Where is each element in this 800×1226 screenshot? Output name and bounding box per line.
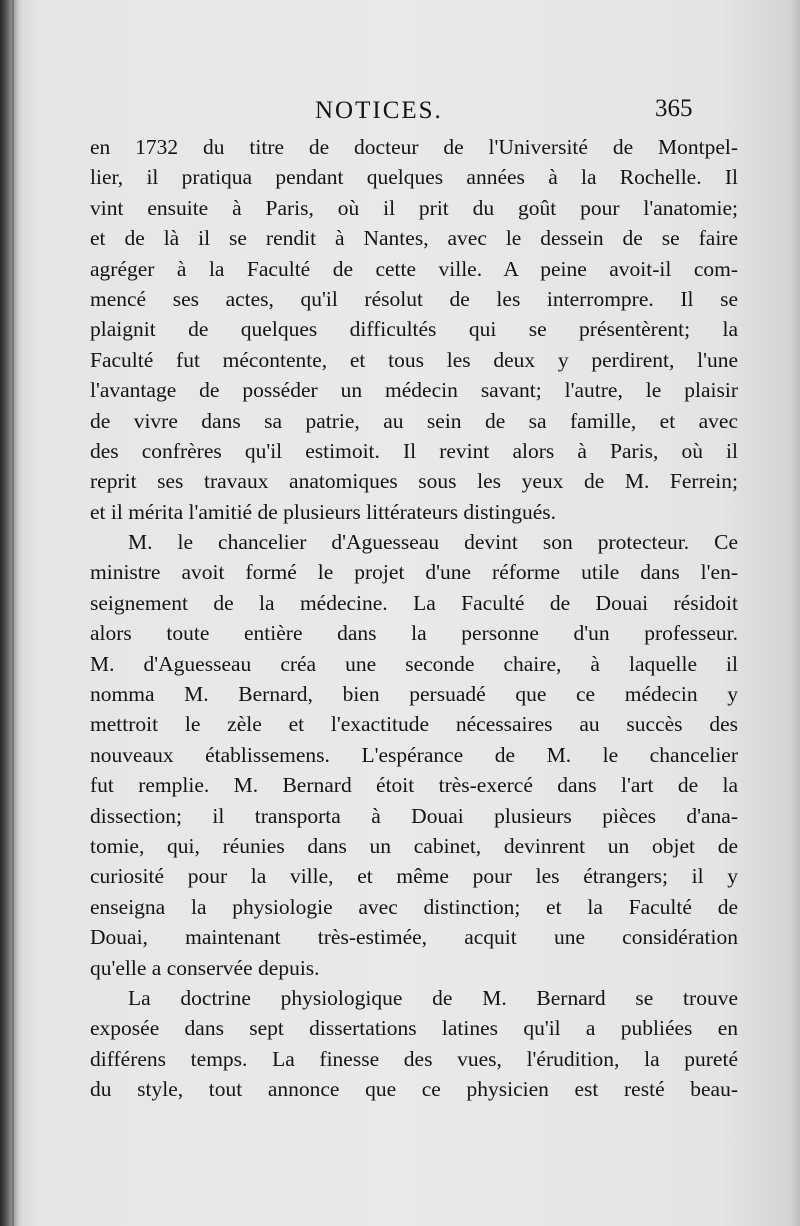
text-line: nouveaux établissemens. L'espérance de M. le chancelier — [90, 742, 738, 767]
text-line: reprit ses travaux anatomiques sous les yeux de M. Ferrein; — [90, 469, 738, 494]
text-line: tomie, qui, réunies dans un cabinet, devinrent un objet de — [90, 833, 738, 858]
text-line: des confrères qu'il estimoit. Il revint alors à Paris, où il — [90, 438, 738, 463]
text-line: et de là il se rendit à Nantes, avec le dessein de se faire — [90, 226, 738, 251]
text-line: et il mérita l'amitié de plusieurs littérateurs distingués. — [90, 499, 557, 524]
paragraph-2 — [90, 527, 738, 983]
text-line: curiosité pour la ville, et même pour les étrangers; il y — [90, 864, 738, 889]
text-line: M. le chancelier d'Aguesseau devint son protecteur. Ce — [128, 530, 738, 555]
text-line: seignement de la médecine. La Faculté de Douai résidoit — [90, 590, 738, 615]
text-line: ministre avoit formé le projet d'une réforme utile dans l'en- — [90, 560, 738, 585]
text-line: exposée dans sept dissertations latines qu'il a publiées en — [90, 1016, 738, 1041]
text-line: dissection; il transporta à Douai plusieurs pièces d'ana- — [90, 803, 738, 828]
text-line: Douai, maintenant très-estimée, acquit une considération — [90, 925, 738, 950]
running-head — [0, 95, 800, 135]
page-number: 365 — [655, 95, 693, 122]
paragraph-1 — [90, 132, 738, 527]
text-line: fut remplie. M. Bernard étoit très-exercé dans l'art de la — [90, 773, 738, 798]
text-line: qu'elle a conservée depuis. — [90, 955, 320, 980]
text-line: agréger à la Faculté de cette ville. A peine avoit-il com- — [90, 256, 738, 281]
text-line: vint ensuite à Paris, où il prit du goût pour l'anatomie; — [90, 195, 738, 220]
text-line: alors toute entière dans la personne d'un professeur. — [90, 621, 738, 646]
text-line: l'avantage de posséder un médecin savant; l'autre, le plaisir — [90, 378, 738, 403]
text-line: Faculté fut mécontente, et tous les deux y perdirent, l'une — [90, 347, 738, 372]
text-line: en 1732 du titre de docteur de l'Université de Montpel- — [90, 135, 738, 159]
text-line: mencé ses actes, qu'il résolut de les interrompre. Il se — [90, 286, 738, 311]
text-line: mettroit le zèle et l'exactitude nécessaires au succès des — [90, 712, 738, 737]
text-line: de vivre dans sa patrie, au sein de sa famille, et avec — [90, 408, 738, 433]
text-line: plaignit de quelques difficultés qui se présentèrent; la — [90, 317, 738, 342]
paragraph-3 — [90, 983, 738, 1105]
binding-shadow — [0, 0, 22, 1226]
text-line: différens temps. La finesse des vues, l'érudition, la pureté — [90, 1046, 738, 1071]
text-line: M. d'Aguesseau créa une seconde chaire, à laquelle il — [90, 651, 738, 676]
text-line: nomma M. Bernard, bien persuadé que ce médecin y — [90, 682, 738, 707]
page-edge — [12, 0, 14, 1226]
text-line: du style, tout annonce que ce physicien est resté beau- — [90, 1077, 738, 1102]
running-title: NOTICES. — [315, 97, 443, 124]
text-line: La doctrine physiologique de M. Bernard se trouve — [128, 985, 738, 1010]
text-line: lier, il pratiqua pendant quelques années à la Rochelle. Il — [90, 165, 738, 190]
text-line: enseigna la physiologie avec distinction; et la Faculté de — [90, 894, 738, 919]
body-text — [90, 132, 738, 1105]
